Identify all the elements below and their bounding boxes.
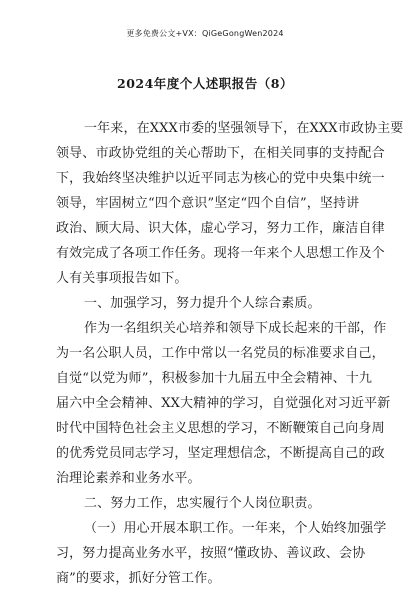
text-line: 一年来，在XXX市委的坚强领导下，在XXX市政协主要 bbox=[84, 121, 404, 136]
paragraph bbox=[56, 116, 404, 291]
text-line: 二、努力工作，忠实履行个人岗位职责。 bbox=[84, 496, 321, 511]
text-line: 习，努力提高业务水平，按照“懂政协、善议政、会协 bbox=[56, 546, 366, 561]
text-line: 领导、市政协党组的关心帮助下，在相关同事的支持配合 bbox=[56, 146, 385, 161]
text-line: 的优秀党员同志学习，坚定理想信念，不断提高自己的政 bbox=[56, 446, 385, 461]
text-line: （一）用心开展本职工作。一年来，个人始终加强学 bbox=[84, 521, 387, 536]
text-line: 为一名公职人员，工作中常以一名党员的标准要求自己， bbox=[56, 346, 385, 361]
text-line: 有效完成了各项工作任务。现将一年来个人思想工作及个 bbox=[56, 246, 385, 261]
text-line: 自觉“以党为师”，积极参加十九届五中全会精神、十九 bbox=[56, 371, 373, 386]
text-line: 届六中全会精神、XX大精神的学习，自觉强化对习近平新 bbox=[56, 396, 391, 411]
page-header: 更多免费公文+VX：QiGeGongWen2024 bbox=[126, 29, 284, 38]
document-body bbox=[56, 116, 404, 591]
text-line: 人有关事项报告如下。 bbox=[56, 271, 188, 286]
text-line: 治理论素养和业务水平。 bbox=[56, 471, 201, 486]
document-title: 2024年度个人述职报告（8） bbox=[117, 76, 293, 91]
text-line: 下，我始终坚决维护以近平同志为核心的党中央集中统一 bbox=[56, 171, 385, 186]
text-line: 作为一名组织关心培养和领导下成长起来的干部，作 bbox=[84, 321, 387, 336]
text-line: 时代中国特色社会主义思想的学习，不断鞭策自己向身周 bbox=[56, 421, 385, 436]
text-line: 商”的要求，抓好分管工作。 bbox=[56, 571, 221, 586]
paragraph bbox=[56, 491, 358, 516]
paragraph bbox=[56, 316, 391, 491]
text-line: 一、加强学习，努力提升个人综合素质。 bbox=[84, 296, 321, 311]
text-line: 政治、顾大局、识大体，虚心学习，努力工作，廉洁自律 bbox=[56, 221, 385, 236]
paragraph bbox=[56, 291, 358, 316]
text-line: 领导，牢固树立“四个意识”坚定“四个自信”，坚持讲 bbox=[56, 196, 360, 211]
